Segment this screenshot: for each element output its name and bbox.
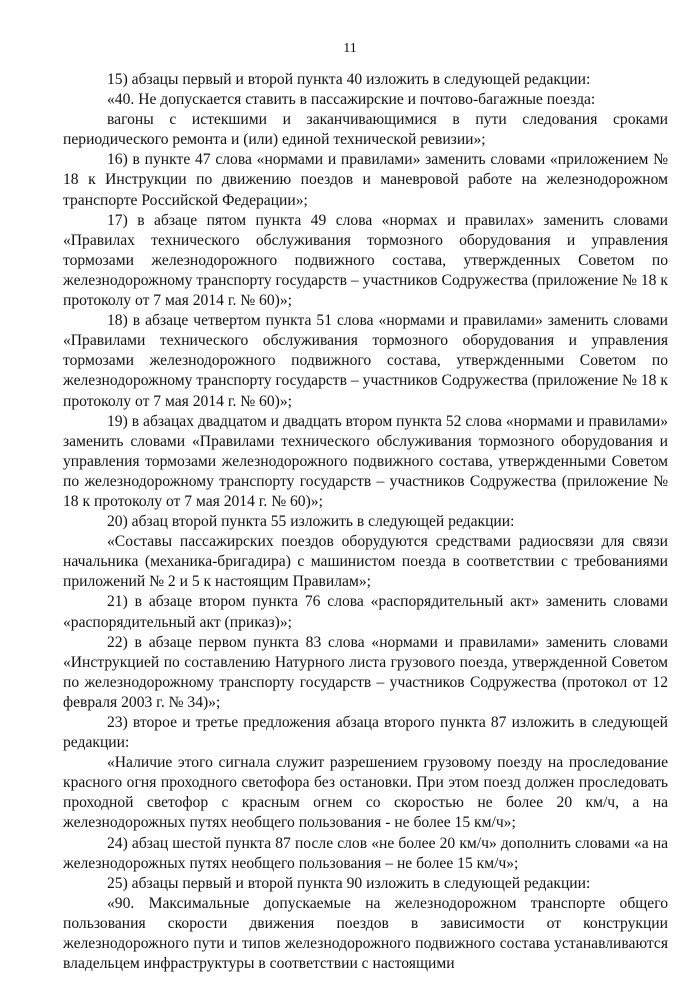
paragraph-point-40-text: вагоны с истекшими и заканчивающимися в пути следования сроками периодического ремонта и (или) единой технической ревизии»; (63, 111, 668, 149)
paragraph-item-16: 16) в пункте 47 слова «нормами и правилами» заменить словами «приложением № 18 к Инструкции по движению поездов и маневровой работе на железнодорожном транспорте Российской Федерации»; (63, 151, 668, 209)
paragraph-item-19: 19) в абзацах двадцатом и двадцать втором пункта 52 слова «нормами и правилами» заменить словами «Правилами технического обслуживания тормозного оборудования и управления тормозами железнодорожного подвижного состава, утвержденными Советом по железнодорожному транспорту государств – участников Содружества (приложение № 18 к протоколу от 7 мая 2014 г. № 60)»; (63, 412, 668, 510)
paragraph-item-20: 20) абзац второй пункта 55 изложить в следующей редакции: (107, 513, 515, 531)
paragraph-item-23: 23) второе и третье предложения абзаца второго пункта 87 изложить в следующей редакции: (63, 714, 668, 752)
paragraph-point-40-intro: «40. Не допускается ставить в пассажирские и почтово-багажные поезда: (107, 91, 596, 109)
paragraph-item-25: 25) абзацы первый и второй пункта 90 изложить в следующей редакции: (107, 874, 591, 892)
paragraph-item-17: 17) в абзаце пятом пункта 49 слова «нормах и правилах» заменить словами «Правилах технического обслуживания тормозного оборудования и управления тормозами железнодорожного подвижного состава, утвержденных Советом по железнодорожному транспорту государств – участников Содружества (приложение № 18 к протоколу от 7 мая 2014 г. № 60)»; (63, 211, 668, 310)
page-number: 11 (343, 41, 357, 56)
paragraph-item-22: 22) в абзаце первом пункта 83 слова «нормами и правилами» заменить словами «Инструкцией по составлению Натурного листа грузового поезда, утвержденной Советом по железнодорожному транспорту государств – участников Содружества (протокол от 12 февраля 2003 г. № 34)»; (63, 633, 668, 711)
paragraph-item-24: 24) абзац шестой пункта 87 после слов «не более 20 км/ч» дополнить словами «а на железнодорожных путях необщего пользования – не более 15 км/ч»; (63, 834, 668, 872)
paragraph-item-15: 15) абзацы первый и второй пункта 40 изложить в следующей редакции: (107, 71, 591, 88)
paragraph-item-18: 18) в абзаце четвертом пункта 51 слова «нормами и правилами» заменить словами «Правилами технического обслуживания тормозного оборудования и управления тормозами железнодорожного подвижного состава, утвержденными Советом по железнодорожному транспорту государств – участников Содружества (приложение № 18 к протоколу от 7 мая 2014 г. № 60)»; (63, 312, 668, 410)
paragraph-point-55-text: «Составы пассажирских поездов оборудуются средствами радиосвязи для связи начальника (механика-бригадира) с машинистом поезда в соответствии с требованиями приложений № 2 и 5 к настоящим Правилам»; (63, 533, 668, 591)
paragraph-item-21: 21) в абзаце втором пункта 76 слова «распорядительный акт» заменить словами «распорядительный акт (приказ)»; (63, 593, 668, 631)
document-body (63, 70, 668, 974)
paragraph-point-90-text: «90. Максимальные допускаемые на железнодорожном транспорте общего пользования скорости движения поездов в зависимости от конструкции железнодорожного пути и типов железнодорожного подвижного состава устанавливаются владельцем инфраструктуры в соответствии с настоящими (63, 894, 668, 973)
paragraph-point-87-text: «Наличие этого сигнала служит разрешением грузовому поезду на проследование красного огня проходного светофора без остановки. При этом поезд должен проследовать проходной светофор с красным огнем со скоростью не более 20 км/ч, а на железнодорожных путях необщего пользования - не более 15 км/ч»; (63, 754, 668, 832)
